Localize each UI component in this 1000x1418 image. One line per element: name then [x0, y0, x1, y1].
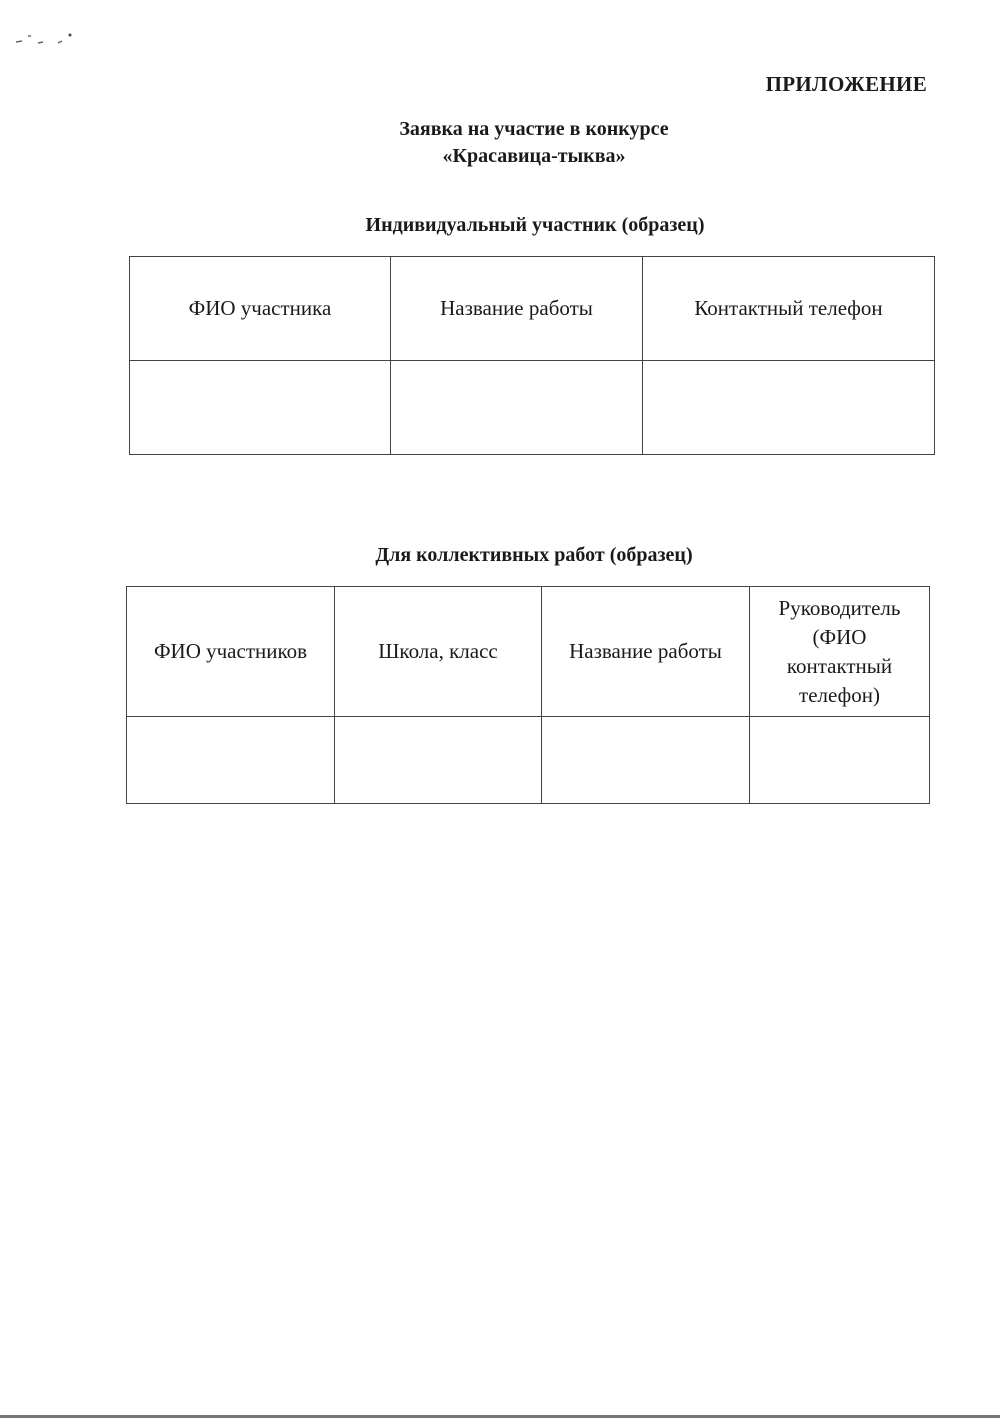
header-line: контактный	[786, 653, 893, 678]
empty-cell	[130, 361, 391, 455]
empty-cell	[643, 361, 935, 455]
column-header: ФИО участников	[127, 587, 335, 717]
title-line: Заявка на участие в конкурсе	[399, 118, 669, 140]
table-header-row	[127, 587, 930, 717]
collective-work-table	[126, 586, 930, 804]
column-header: Название работы	[542, 587, 750, 717]
table-row	[130, 361, 935, 455]
column-header: Название работы	[391, 257, 643, 361]
table-row	[127, 717, 930, 804]
appendix-label: ПРИЛОЖЕНИЕ	[765, 72, 927, 96]
column-header: ФИО участника	[130, 257, 391, 361]
header-line: Руководитель	[778, 595, 901, 620]
leader-column-header	[750, 587, 930, 717]
table-header-row	[130, 257, 935, 361]
empty-cell	[391, 361, 643, 455]
column-header: Школа, класс	[335, 587, 542, 717]
empty-cell	[335, 717, 542, 804]
header-line: (ФИО	[812, 624, 867, 649]
collective-section-title: Для коллективных работ (образец)	[375, 544, 693, 566]
empty-cell	[127, 717, 335, 804]
individual-section-title: Индивидуальный участник (образец)	[365, 214, 705, 236]
header-line: телефон)	[799, 682, 880, 707]
title-line: «Красавица-тыква»	[442, 145, 626, 167]
application-title	[0, 116, 1000, 170]
individual-participant-table	[129, 256, 935, 455]
scan-artifact-marks	[14, 30, 84, 50]
column-header: Контактный телефон	[643, 257, 935, 361]
empty-cell	[750, 717, 930, 804]
empty-cell	[542, 717, 750, 804]
